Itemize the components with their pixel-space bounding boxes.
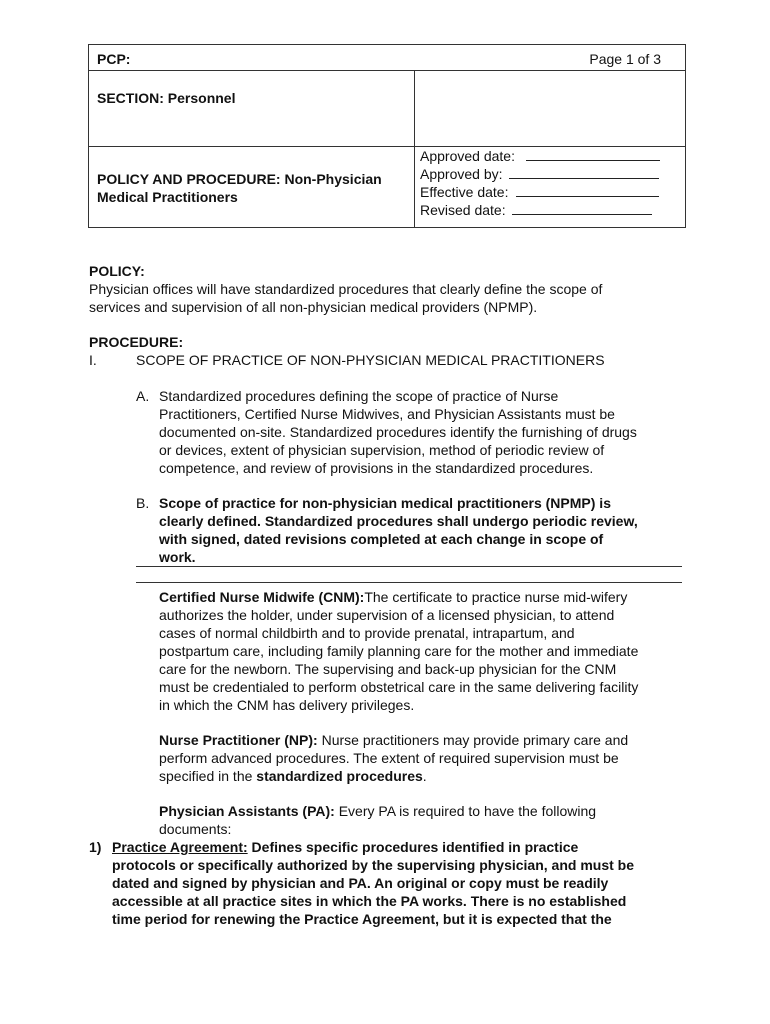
approved-date-row <box>420 147 660 165</box>
np-line: perform advanced procedures. The extent of required supervision must be <box>159 750 619 766</box>
list-item-text: Defines specific procedures identified in practice <box>247 839 579 855</box>
cnm-line: cases of normal childbirth and to provide prenatal, intrapartum, and <box>159 625 575 641</box>
item-b-line: work. <box>159 549 196 565</box>
practice-agreement-label: Practice Agreement: <box>112 839 248 855</box>
list-item-first-line <box>112 838 578 856</box>
np-text: specified in the <box>159 768 257 784</box>
cnm-line: care for the newborn. The supervising and back-up physician for the CNM <box>159 661 617 677</box>
np-bold-text: standardized procedures <box>256 768 423 784</box>
section-title: SCOPE OF PRACTICE OF NON-PHYSICIAN MEDICAL PRACTITIONERS <box>136 352 605 368</box>
revised-date-field <box>512 201 652 215</box>
pcp-label: PCP: <box>97 51 131 67</box>
policy-title-line: Medical Practitioners <box>97 189 238 205</box>
procedure-heading: PROCEDURE: <box>89 334 184 350</box>
item-a-line: Practitioners, Certified Nurse Midwives, and Physician Assistants must be <box>159 406 615 422</box>
effective-date-field <box>516 183 659 197</box>
item-b-line: clearly defined. Standardized procedures shall undergo periodic review, <box>159 513 638 529</box>
np-text: . <box>422 768 427 784</box>
divider-line <box>136 582 682 583</box>
policy-heading: POLICY: <box>89 263 145 279</box>
revised-date-label: Revised date: <box>420 202 506 218</box>
list-item-line: protocols or specifically authorized by the supervising physician, and must be <box>112 857 635 873</box>
item-a-line: or devices, extent of physician supervision, method of periodic review of <box>159 442 605 458</box>
section-label: SECTION: Personnel <box>97 90 236 106</box>
effective-date-label: Effective date: <box>420 184 509 200</box>
item-b-line: Scope of practice for non-physician medical practitioners (NPMP) is <box>159 495 611 511</box>
roman-numeral: I. <box>89 352 97 368</box>
page-number: Page 1 of 3 <box>589 51 661 67</box>
effective-date-row <box>420 183 660 201</box>
np-label: Nurse Practitioner (NP): <box>159 732 318 748</box>
pa-label: Physician Assistants (PA): <box>159 803 335 819</box>
approval-dates <box>420 147 660 219</box>
cnm-line: in which the CNM has delivery privileges. <box>159 697 415 713</box>
header-divider <box>89 70 685 71</box>
np-line <box>159 767 427 785</box>
list-item-line: dated and signed by physician and PA. An original or copy must be readily <box>112 875 609 891</box>
pa-first-line <box>159 802 596 820</box>
item-b-line: with signed, dated revisions completed at each change in scope of <box>159 531 604 547</box>
list-item-line: time period for renewing the Practice Agreement, but it is expected that the <box>112 911 612 927</box>
list-marker: 1) <box>89 839 102 855</box>
item-marker: B. <box>136 495 150 511</box>
item-marker: A. <box>136 388 150 404</box>
list-item-line: accessible at all practice sites in which the PA works. There is no established <box>112 893 627 909</box>
policy-title-line: POLICY AND PROCEDURE: Non-Physician <box>97 171 382 187</box>
cnm-line: postpartum care, including family planning care for the mother and immediate <box>159 643 639 659</box>
approved-by-label: Approved by: <box>420 166 503 182</box>
policy-text-line: services and supervision of all non-physician medical providers (NPMP). <box>89 299 538 315</box>
item-a-line: Standardized procedures defining the scope of practice of Nurse <box>159 388 559 404</box>
cnm-label: Certified Nurse Midwife (CNM): <box>159 589 365 605</box>
cnm-text: The certificate to practice nurse mid-wifery <box>364 589 628 605</box>
header-table <box>88 44 686 228</box>
policy-text-line: Physician offices will have standardized procedures that clearly define the scope of <box>89 281 603 297</box>
cnm-first-line <box>159 588 627 606</box>
pa-line: documents: <box>159 821 232 837</box>
pa-text: Every PA is required to have the following <box>334 803 597 819</box>
policy-title <box>97 170 415 206</box>
np-text: Nurse practitioners may provide primary care and <box>317 732 629 748</box>
item-a-line: documented on-site. Standardized procedures identify the furnishing of drugs <box>159 424 637 440</box>
approved-by-field <box>509 165 659 179</box>
approved-by-row <box>420 165 660 183</box>
cnm-line: authorizes the holder, under supervision of a licensed physician, to attend <box>159 607 615 623</box>
revised-date-row <box>420 201 660 219</box>
approved-date-label: Approved date: <box>420 148 515 164</box>
item-a-line: competence, and review of provisions in the standardized procedures. <box>159 460 594 476</box>
np-first-line <box>159 731 628 749</box>
approved-date-field <box>526 147 660 161</box>
cnm-line: must be credentialed to perform obstetrical care in the same delivering facility <box>159 679 639 695</box>
divider-line <box>136 566 682 567</box>
